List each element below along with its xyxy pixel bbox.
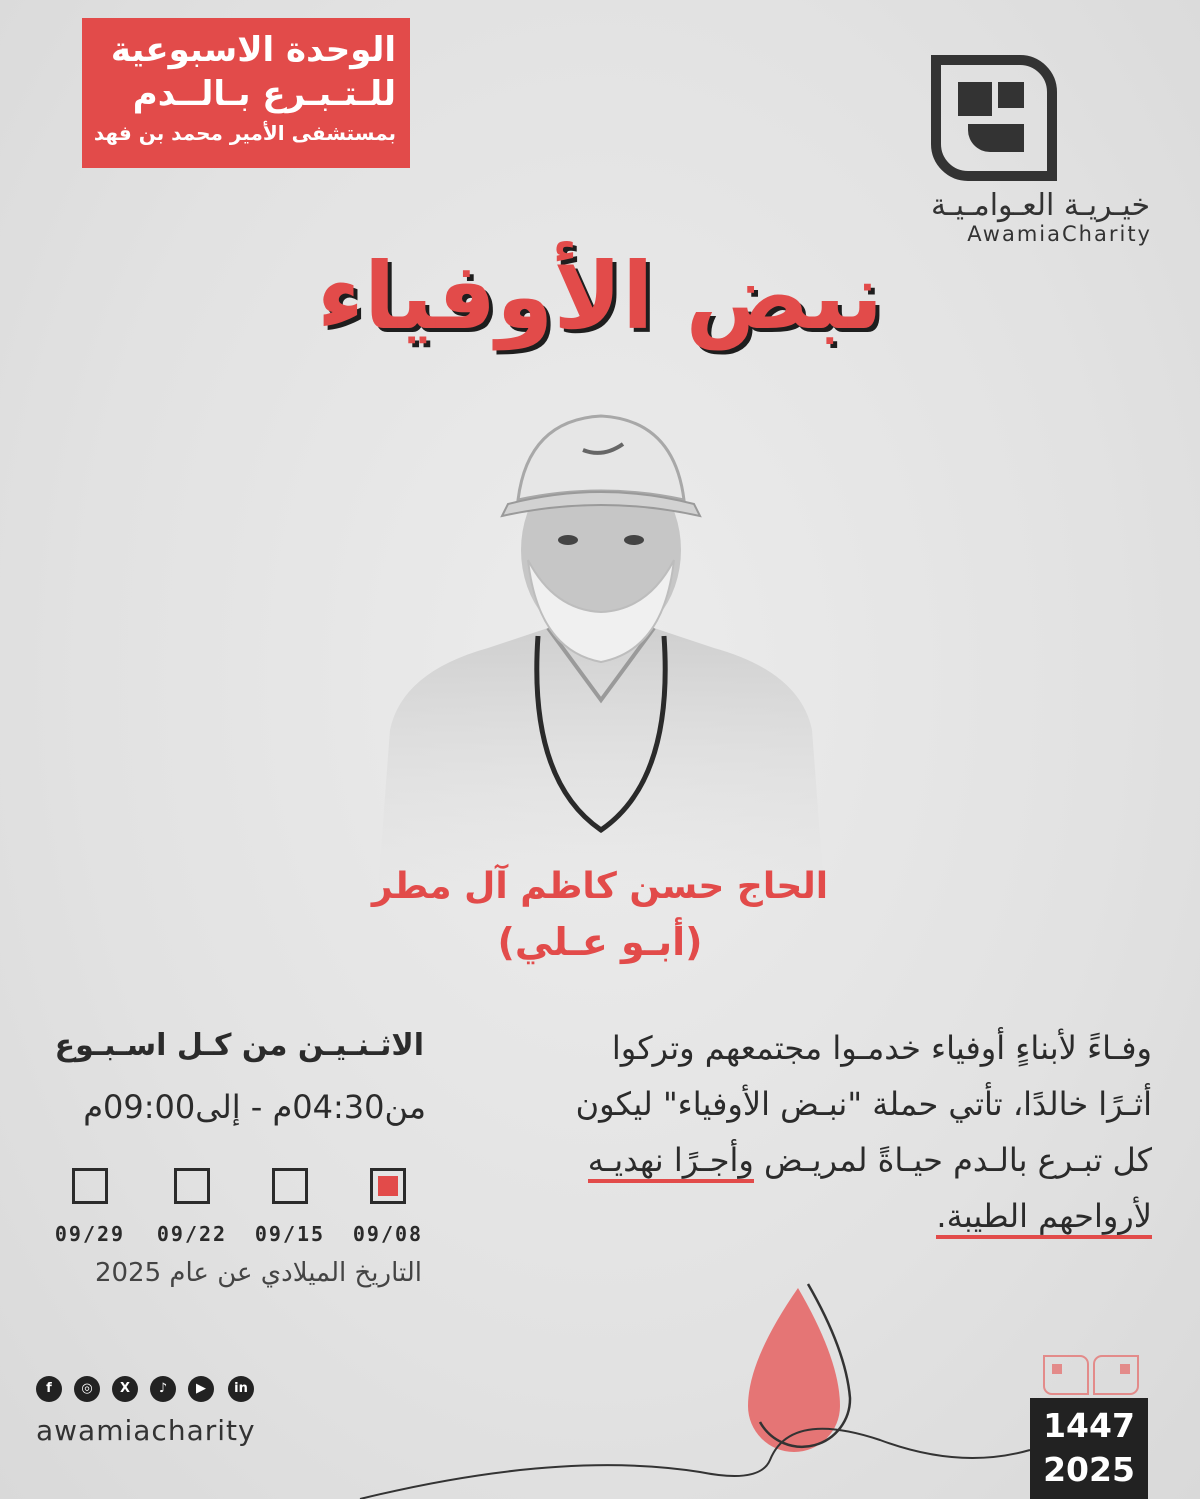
year-box: [1030, 1398, 1148, 1499]
honoree-kunya: (أبـو عـلي): [497, 920, 703, 964]
date-checkbox-1[interactable]: [370, 1168, 406, 1204]
date-label-3: 09/22: [156, 1222, 228, 1246]
badge-line-2: للـتـبـرع بـالــدم: [132, 74, 396, 114]
badge-line-3: بمستشفى الأمير محمد بن فهد: [93, 121, 396, 145]
campaign-title: نبض الأوفياء: [316, 243, 884, 350]
schedule-days: الاثـنـيـن من كـل اسـبـوع: [54, 1028, 424, 1063]
logo-name-english: AwamiaCharity: [967, 222, 1152, 246]
schedule-hours: من04:30م - إلى09:00م: [83, 1088, 426, 1126]
instagram-icon[interactable]: ◎: [74, 1376, 100, 1402]
decorative-curve-line: [0, 1300, 1200, 1499]
awamia-charity-logo-icon: [928, 52, 1060, 184]
gregorian-year: 2025: [1043, 1450, 1135, 1489]
date-checkbox-3[interactable]: [174, 1168, 210, 1204]
date-note: التاريخ الميلادي عن عام 2025: [94, 1258, 422, 1288]
description-line-4-underlined: لأرواحهم الطيبة.: [936, 1197, 1152, 1239]
date-label-2: 09/15: [254, 1222, 326, 1246]
honoree-name: الحاج حسن كاظم آل مطر: [371, 866, 829, 907]
date-checkbox-4[interactable]: [72, 1168, 108, 1204]
hospital-blood-unit-badge: [82, 18, 410, 168]
youtube-icon[interactable]: ▶: [188, 1376, 214, 1402]
description-line-3-start: كل تبـرع بالـدم حيـاةً لمريـض: [753, 1141, 1152, 1179]
description-line-2: أثـرًا خالدًا، تأتي حملة "نبـض الأوفياء" ليكون: [575, 1085, 1152, 1123]
date-label-1: 09/08: [352, 1222, 424, 1246]
description-line-3-underlined: وأجـرًا نهديـه: [588, 1141, 754, 1183]
logo-name-arabic: خيـريـة العـوامـيـة: [930, 188, 1150, 223]
hijri-year: 1447: [1043, 1406, 1135, 1445]
x-icon[interactable]: X: [112, 1376, 138, 1402]
badge-line-1: الوحدة الاسبوعية: [110, 30, 396, 70]
leaf-logo-icon: [1036, 1352, 1146, 1398]
tiktok-icon[interactable]: ♪: [150, 1376, 176, 1402]
linkedin-icon[interactable]: in: [228, 1376, 254, 1402]
date-label-4: 09/29: [54, 1222, 126, 1246]
date-checkbox-2[interactable]: [272, 1168, 308, 1204]
portrait-photo: [378, 400, 824, 890]
facebook-icon[interactable]: f: [36, 1376, 62, 1402]
description-line-1: وفـاءً لأبناءٍ أوفياء خدمـوا مجتمعهم وتركوا: [611, 1029, 1152, 1067]
social-handle[interactable]: awamiacharity: [36, 1414, 256, 1447]
